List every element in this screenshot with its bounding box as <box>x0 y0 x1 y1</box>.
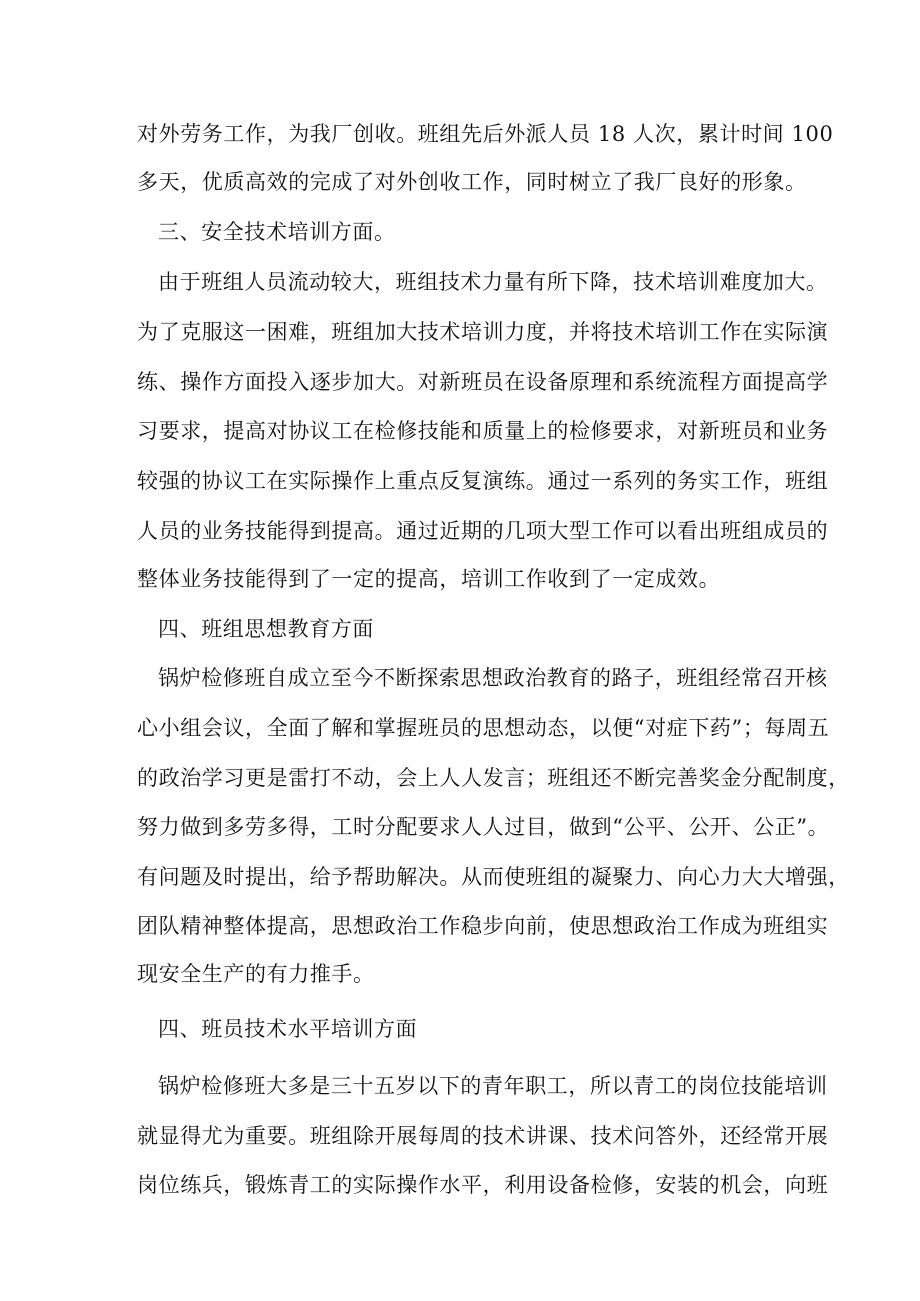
paragraph-line: 现安全生产的有力推手。 <box>137 962 375 986</box>
paragraph-line: 对外劳务工作，为我厂创收。班组先后外派人员 18 人次，累计时间 100 <box>137 122 834 146</box>
section-heading-safety-training: 三、安全技术培训方面。 <box>158 220 396 244</box>
paragraph-line: 的政治学习更是雷打不动，会上人人发言；班组还不断完善奖金分配制度， <box>137 766 850 790</box>
paragraph-line: 心小组会议，全面了解和掌握班员的思想动态，以便“对症下药”；每周五 <box>137 716 830 740</box>
paragraph-line: 锅炉检修班大多是三十五岁以下的青年职工，所以青工的岗位技能培训 <box>158 1074 828 1098</box>
section-heading-skill-training: 四、班员技术水平培训方面 <box>158 1017 418 1041</box>
paragraph-line: 由于班组人员流动较大，班组技术力量有所下降，技术培训难度加大。 <box>158 270 828 294</box>
paragraph-line: 习要求，提高对协议工在检修技能和质量上的检修要求，对新班员和业务 <box>137 419 829 443</box>
paragraph-line: 较强的协议工在实际操作上重点反复演练。通过一系列的务实工作，班组 <box>137 469 829 493</box>
paragraph-line: 练、操作方面投入逐步加大。对新班员在设备原理和系统流程方面提高学 <box>137 370 829 394</box>
paragraph-line: 多天，优质高效的完成了对外创收工作，同时树立了我厂良好的形象。 <box>137 170 807 194</box>
paragraph-line: 整体业务技能得到了一定的提高，培训工作收到了一定成效。 <box>137 567 721 591</box>
paragraph-line: 为了克服这一困难，班组加大技术培训力度，并将技术培训工作在实际演 <box>137 320 829 344</box>
paragraph-line: 岗位练兵，锻炼青工的实际操作水平，利用设备检修，安装的机会，向班 <box>137 1173 829 1197</box>
section-heading-ideological-education: 四、班组思想教育方面 <box>158 617 374 641</box>
paragraph-line: 人员的业务技能得到提高。通过近期的几项大型工作可以看出班组成员的 <box>137 519 829 543</box>
paragraph-line: 团队精神整体提高，思想政治工作稳步向前，使思想政治工作成为班组实 <box>137 914 829 938</box>
paragraph-line: 有问题及时提出，给予帮助解决。从而使班组的凝聚力、向心力大大增强， <box>137 865 850 889</box>
paragraph-line: 就显得尤为重要。班组除开展每周的技术讲课、技术问答外，还经常开展 <box>137 1124 829 1148</box>
paragraph-line: 努力做到多劳多得，工时分配要求人人过目，做到“公平、公开、公正”。 <box>137 815 830 839</box>
paragraph-line: 锅炉检修班自成立至今不断探索思想政治教育的路子，班组经常召开核 <box>158 666 828 690</box>
